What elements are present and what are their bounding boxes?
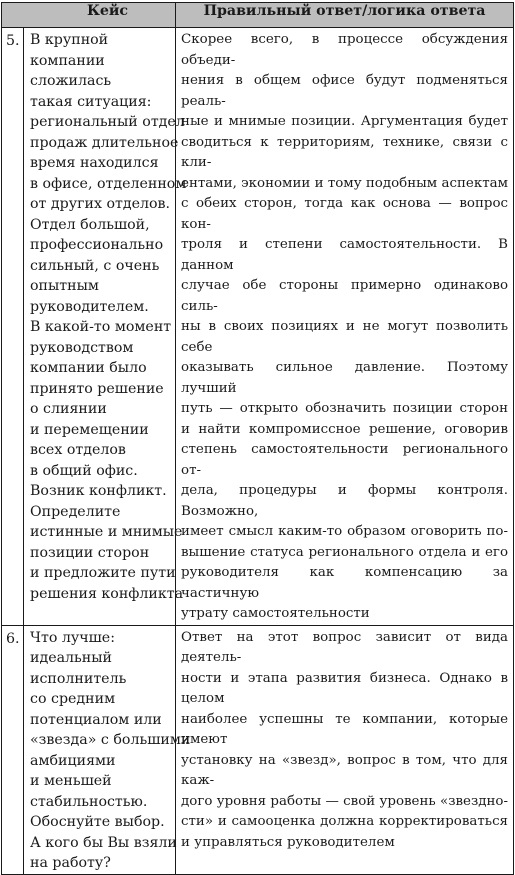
case-text-line: опытным [30, 278, 99, 294]
case-text-line: решения конфликта [30, 585, 184, 602]
case-text-line: исполнитель [30, 670, 127, 687]
case-text [24, 625, 191, 874]
case-text-line: о слиянии [30, 401, 107, 417]
case-text-line: «звезда» с большими [30, 732, 191, 748]
case-text-line: такая ситуация: [30, 93, 152, 110]
answer-text [176, 28, 514, 626]
answer-text-line: установку на «звезд», вопрос в том, что для каж- [181, 752, 509, 788]
case-text-line: Определите [30, 503, 121, 520]
case-text-line: идеальный [30, 650, 112, 666]
answer-text-line: имеет смысл каким-то образом оговорить по- [181, 524, 509, 539]
answer-text-line: нения в общем офисе будут подменяться реаль- [181, 73, 509, 109]
answer-text-line: руководителя как компенсацию за частичную [181, 565, 509, 601]
case-text-line: профессионально [30, 237, 164, 253]
answer-text-line: сти» и самооценка должна корректироваться [181, 814, 509, 829]
answer-text-line: дела, процедуры и формы контроля. Возможно, [181, 483, 509, 519]
answer-text-line: Ответ на этот вопрос зависит от вида деятель- [181, 629, 509, 665]
case-text-line: и перемещении [30, 421, 149, 438]
case-text-line: компании [30, 52, 105, 69]
answer-text-line: Скорее всего, в процессе обсуждения объеди- [181, 32, 509, 68]
answer-text-line: ентами, экономии и тому подобным аспектам [181, 175, 509, 191]
answer-text-line: вышение статуса регионального отдела и его [181, 544, 509, 560]
case-text-line: принято решение [30, 380, 164, 397]
case-text-line: в общий офис. [30, 462, 138, 479]
case-text-line: сильный, с очень [30, 257, 160, 274]
answer-text [176, 625, 514, 874]
answer-text-line: сводиться к территориям, технике, связи с кли- [181, 134, 509, 170]
table-row [2, 28, 514, 626]
case-text-line: сложилась [30, 73, 112, 89]
case-text-line: руководителем. [30, 298, 149, 315]
answer-text-line: оказывать сильное давление. Поэтому лучший [181, 360, 509, 396]
answer-text-line: и найти компромиссное решение, оговорив [181, 421, 509, 437]
table-row [2, 625, 514, 874]
answer-text-line: случае обе стороны примерно одинаково силь- [181, 278, 509, 314]
table-header-row [2, 3, 514, 28]
answer-text-line: ности и этапа развития бизнеса. Однако в целом [181, 670, 509, 706]
case-text-line: компании было [30, 360, 147, 376]
case-text-line: время находился [30, 155, 159, 171]
case-text-line: амбициями [30, 752, 116, 769]
answer-text-line: наиболее успешны те компании, которые имеют [181, 711, 509, 747]
case-text-line: Возник конфликт. [30, 483, 167, 499]
case-text-line: от других отделов. [30, 196, 171, 212]
cases-table [1, 2, 514, 875]
answer-text-line: и управляться руководителем [181, 834, 395, 850]
case-text-line: всех отделов [30, 442, 126, 458]
case-number: 5. [2, 28, 24, 626]
answer-text-line: ные и мнимые позиции. Аргументация будет [181, 114, 509, 129]
case-text-line: В какой-то момент [30, 319, 172, 335]
case-text-line: в офисе, отделенном [30, 175, 187, 192]
answer-text-line: путь — открыто обозначить позиции сторон [181, 401, 509, 416]
case-text-line: и меньшей [30, 773, 112, 789]
case-text-line: руководством [30, 339, 134, 356]
answer-text-line: с обеих сторон, тогда как основа — вопрос кон- [181, 196, 509, 232]
answer-text-line: ны в своих позициях и не могут позволить себе [181, 319, 509, 355]
case-text-line: стабильностью. [30, 793, 148, 810]
answer-text-line: дого уровня работы — свой уровень «звездно- [181, 793, 509, 809]
case-text-line: на работу? [30, 855, 111, 871]
case-text-line: со средним [30, 691, 116, 707]
answer-text-line: степень самостоятельности регионального от- [181, 442, 509, 478]
case-text-line: продаж длительное [30, 134, 179, 151]
case-text-line: Обоснуйте выбор. [30, 814, 165, 830]
answer-text-line: троля и степени самостоятельности. В данном [181, 237, 509, 273]
case-text-line: Что лучше: [30, 629, 115, 646]
case-text-line: и предложите пути [30, 565, 176, 581]
case-text-line: А кого бы Вы взяли [30, 834, 177, 851]
case-text-line: Отдел большой, [30, 216, 150, 233]
case-text-line: региональный отдел [30, 114, 185, 130]
header-case: Кейс [2, 3, 176, 28]
answer-text-line: утрату самостоятельности [181, 606, 370, 621]
header-answer: Правильный ответ/логика ответа [176, 3, 514, 28]
case-number: 6. [2, 625, 24, 874]
case-text [24, 28, 187, 626]
case-text-line: истинные и мнимые [30, 524, 183, 540]
case-text-line: позиции сторон [30, 544, 150, 561]
case-text-line: потенциалом или [30, 711, 162, 728]
case-text-line: В крупной [30, 32, 109, 48]
